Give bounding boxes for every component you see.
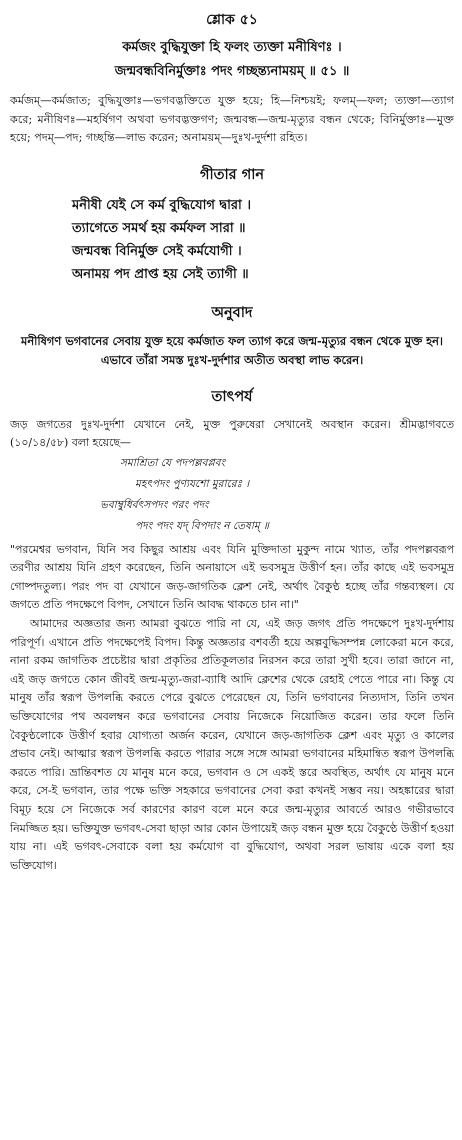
song-line: মনীষী যেই সে কর্ম বুদ্ধিযোগ দ্বারা । xyxy=(72,197,251,213)
quote-line: ভবাম্বুধির্বৎসপদং পরং পদং xyxy=(100,498,209,511)
quote-line: মহৎপদং পুণ্যযশো মুরারেঃ । xyxy=(135,477,250,490)
synonyms-text: কর্মজম্—কর্মজাত; বুদ্ধিযুক্তাঃ—ভগবদ্ভক্তিতে যুক্ত হয়ে; হি—নিশ্চয়ই; ফলম্—ফল; ত্যক্তা—ত্যাগ করে; মনীষিণঃ—মহর্ষিগণ অথবা ভগবদ্ভক্তগণ; জন্মবন্ধ—জন্ম-মৃত্যুর বন্ধন থেকে; বিনির্মুক্তাঃ—মুক্ত হয়ে; পদম্—পদ; গচ্ছন্তি—লাভ করেন; অনাময়ম্—দুঃখ-দুর্দশা রহিত। xyxy=(10,94,454,145)
sanskrit-line-1: কর্মজং বুদ্ধিযুক্তা হি ফলং ত্যক্তা মনীষিণঃ । xyxy=(122,40,342,55)
purport-intro: জড় জগতের দুঃখ-দুর্দশা যেখানে নেই, মুক্ত পুরুষেরা সেখানেই অবস্থান করেন। শ্রীমদ্ভাগবতে (১০/১৪/৫৮) বলা হয়েছে— xyxy=(10,417,454,450)
song-line: ত্যাগেতে সমর্থ হয় কর্মফল সারা ॥ xyxy=(72,220,246,236)
translation-heading: অনুবাদ xyxy=(211,303,253,321)
song-line: অনাময় পদ প্রাপ্ত হয় সেই ত্যাগী ॥ xyxy=(72,266,249,282)
verse-title: শ্লোক ৫১ xyxy=(206,12,258,28)
quote-line: সমাশ্রিতা যে পদপল্লবপ্লবং xyxy=(120,456,225,469)
purport-paragraph-2: আমাদের অজ্ঞতার জন্য আমরা বুঝতে পারি না যে, এই জড় জগৎ প্রতি পদক্ষেপে দুঃখ-দুর্দশায় পরিপূর্ণ। এখানে প্রতি পদক্ষেপেই বিপদ। কিন্তু অজ্ঞতার বশবর্তী হয়ে অল্পবুদ্ধিসম্পন্ন লোকেরা মনে করে, নানা রকম জাগতিক প্রচেষ্টার দ্বারা প্রকৃতির প্রতিকূলতার নিরসন করে তারা সুখী হবে। তারা জানে না, এই জড় জগতে কোন জীবই জন্ম-মৃত্যু-জরা-ব্যাধি আদি ক্লেশের থেকে রেহাই পেতে পারে না। কিন্তু যে মানুষ তাঁর স্বরূপ উপলব্ধি করতে পেরে বুঝতে পেরেছেন যে, তিনি ভগবানের নিত্যদাস, তিনি তখন ভক্তিযোগের পথ অবলম্বন করে ভগবানের সেবায় নিজেকে নিয়োজিত করেন। তার ফলে তিনি বৈকুণ্ঠলোকে উত্তীর্ণ হবার যোগ্যতা অর্জন করেন, যেখানে জড়-জাগতিক ক্লেশ এবং মৃত্যু ও কালের প্রভাব নেই। আত্মার স্বরূপ উপলব্ধি করতে পারার সঙ্গে সঙ্গে আমরা ভগবানের মহিমান্বিত স্বরূপ উপলব্ধি করতে পারি। ভ্রান্তিবশত যে মানুষ মনে করে, ভগবান ও সে একই স্তরে অবস্থিত, অর্থাৎ যে মানুষ মনে করে, সে-ই ভগবান, তার পক্ষে ভক্তি সহকারে ভগবানের সেবা করা কখনই সম্ভব নয়। অহঙ্কারের দ্বারা বিমূঢ় হয়ে সে নিজেকে সর্ব কারণের কারণ বলে মনে করে জন্ম-মৃত্যুর আবর্তে আরও গভীরভাবে নিমজ্জিত হয়। ভক্তিযুক্ত ভগবৎ-সেবা ছাড়া আর কোন উপায়েই জড় বন্ধন মুক্ত হয়ে বৈকুণ্ঠে উত্তীর্ণ হওয়া যায় না। এই ভগবৎ-সেবাকে বলা হয় কর্মযোগ বা বুদ্ধিযোগ, অথবা সরল ভাষায় একে বলা হয় ভক্তিযোগ। xyxy=(10,616,454,872)
quote-line: পদং পদং যদ্ বিপদাং ন তেষাম্ ॥ xyxy=(135,519,269,532)
song-heading: গীতার গান xyxy=(199,165,265,183)
song-line: জন্মবন্ধ বিনির্মুক্ত সেই কর্মযোগী । xyxy=(72,243,242,259)
purport-paragraph-1: "পরমেশ্বর ভগবান, যিনি সব কিছুর আশ্রয় এবং যিনি মুক্তিদাতা মুকুন্দ নামে খ্যাত, তাঁর পদপল্লবরূপ তরণীর আশ্রয় যিনি গ্রহণ করেছেন, তিনি অনায়াসে এই ভবসমুদ্র উত্তীর্ণ হন। তাঁর কাছে এই ভবসমুদ্র গোষ্পদতুল্য। পরং পদ বা যেখানে জড়-জাগতিক ক্লেশ নেই, অর্থাৎ বৈকুণ্ঠ হচ্ছে তাঁর গন্তব্যস্থল। যে জগতে প্রতি পদক্ষেপে বিপদ, সেখানে তিনি আবদ্ধ থাকতে চান না।" xyxy=(10,542,454,612)
sanskrit-line-2: জন্মবন্ধবিনির্মুক্তাঃ পদং গচ্ছন্ত্যনাময়ম্ ॥ ৫১ ॥ xyxy=(114,64,350,79)
translation-text: মনীষিগণ ভগবানের সেবায় যুক্ত হয়ে কর্মজাত ফল ত্যাগ করে জন্ম-মৃত্যুর বন্ধন থেকে মুক্ত হন। এভাবে তাঁরা সমস্ত দুঃখ-দুর্দশার অতীত অবস্থা লাভ করেন। xyxy=(21,333,443,367)
purport-heading: তাৎপর্য xyxy=(211,387,253,405)
